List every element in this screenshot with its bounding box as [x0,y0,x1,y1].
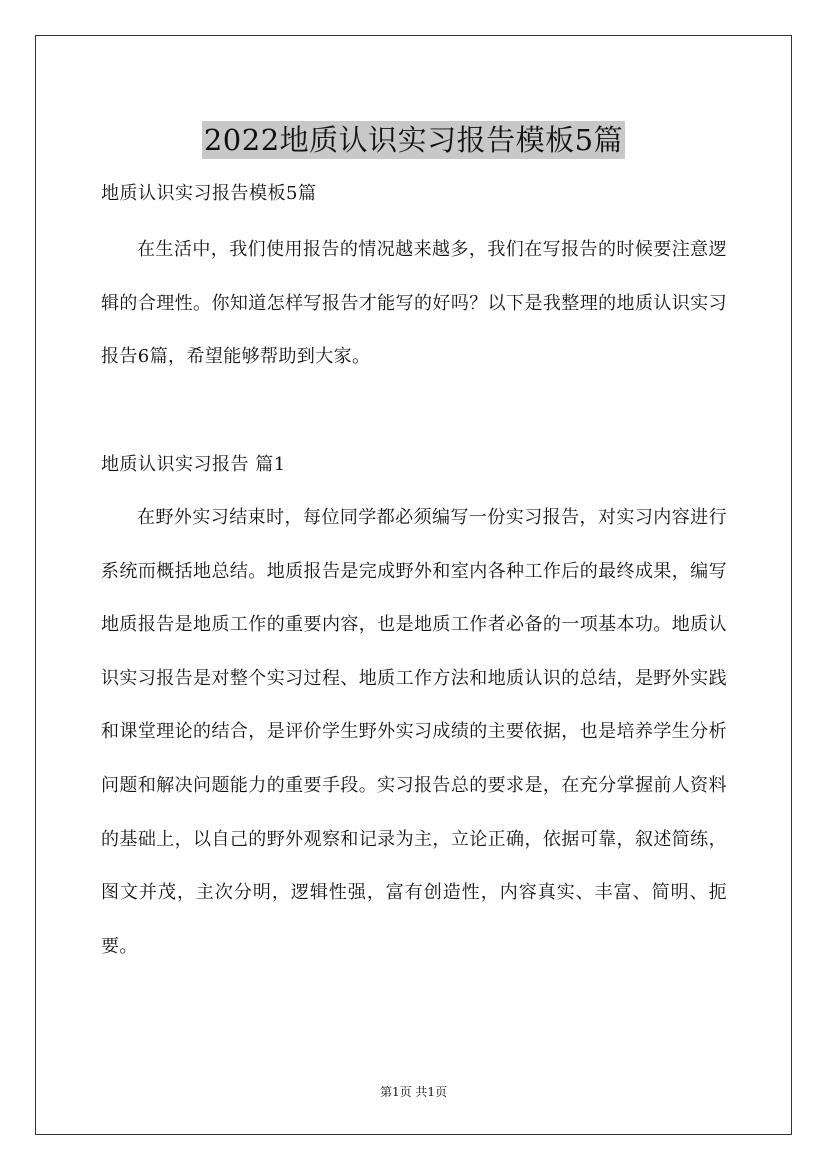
title-container [0,102,827,179]
section-heading: 地质认识实习报告 篇1 [101,454,286,475]
document-title: 2022地质认识实习报告模板5篇 [203,123,624,158]
page-footer: 第1页 共1页 [379,1085,448,1099]
section-paragraph: 在野外实习结束时，每位同学都必须编写一份实习报告，对实习内容进行系统而概括地总结。地质报告是完成野外和室内各种工作后的最终成果，编写地质报告是地质工作的重要内容，也是地质工作者必备的一项基本功。地质认识实习报告是对整个实习过程、地质工作方法和地质认识的总结，是野外实践和课堂理论的结合，是评价学生野外实习成绩的主要依据，也是培养学生分析问题和解决问题能力的重要手段。实习报告总的要求是，在充分掌握前人资料的基础上，以自己的野外观察和记录为主，立论正确，依据可靠，叙述简练，图文并茂，主次分明，逻辑性强，富有创造性，内容真实、丰富、简明、扼要。 [101,507,727,957]
intro-paragraph: 在生活中，我们使用报告的情况越来越多，我们在写报告的时候要注意逻辑的合理性。你知道怎样写报告才能写的好吗？以下是我整理的地质认识实习报告6篇，希望能够帮助到大家。 [101,239,727,368]
document-subtitle: 地质认识实习报告模板5篇 [101,183,317,204]
